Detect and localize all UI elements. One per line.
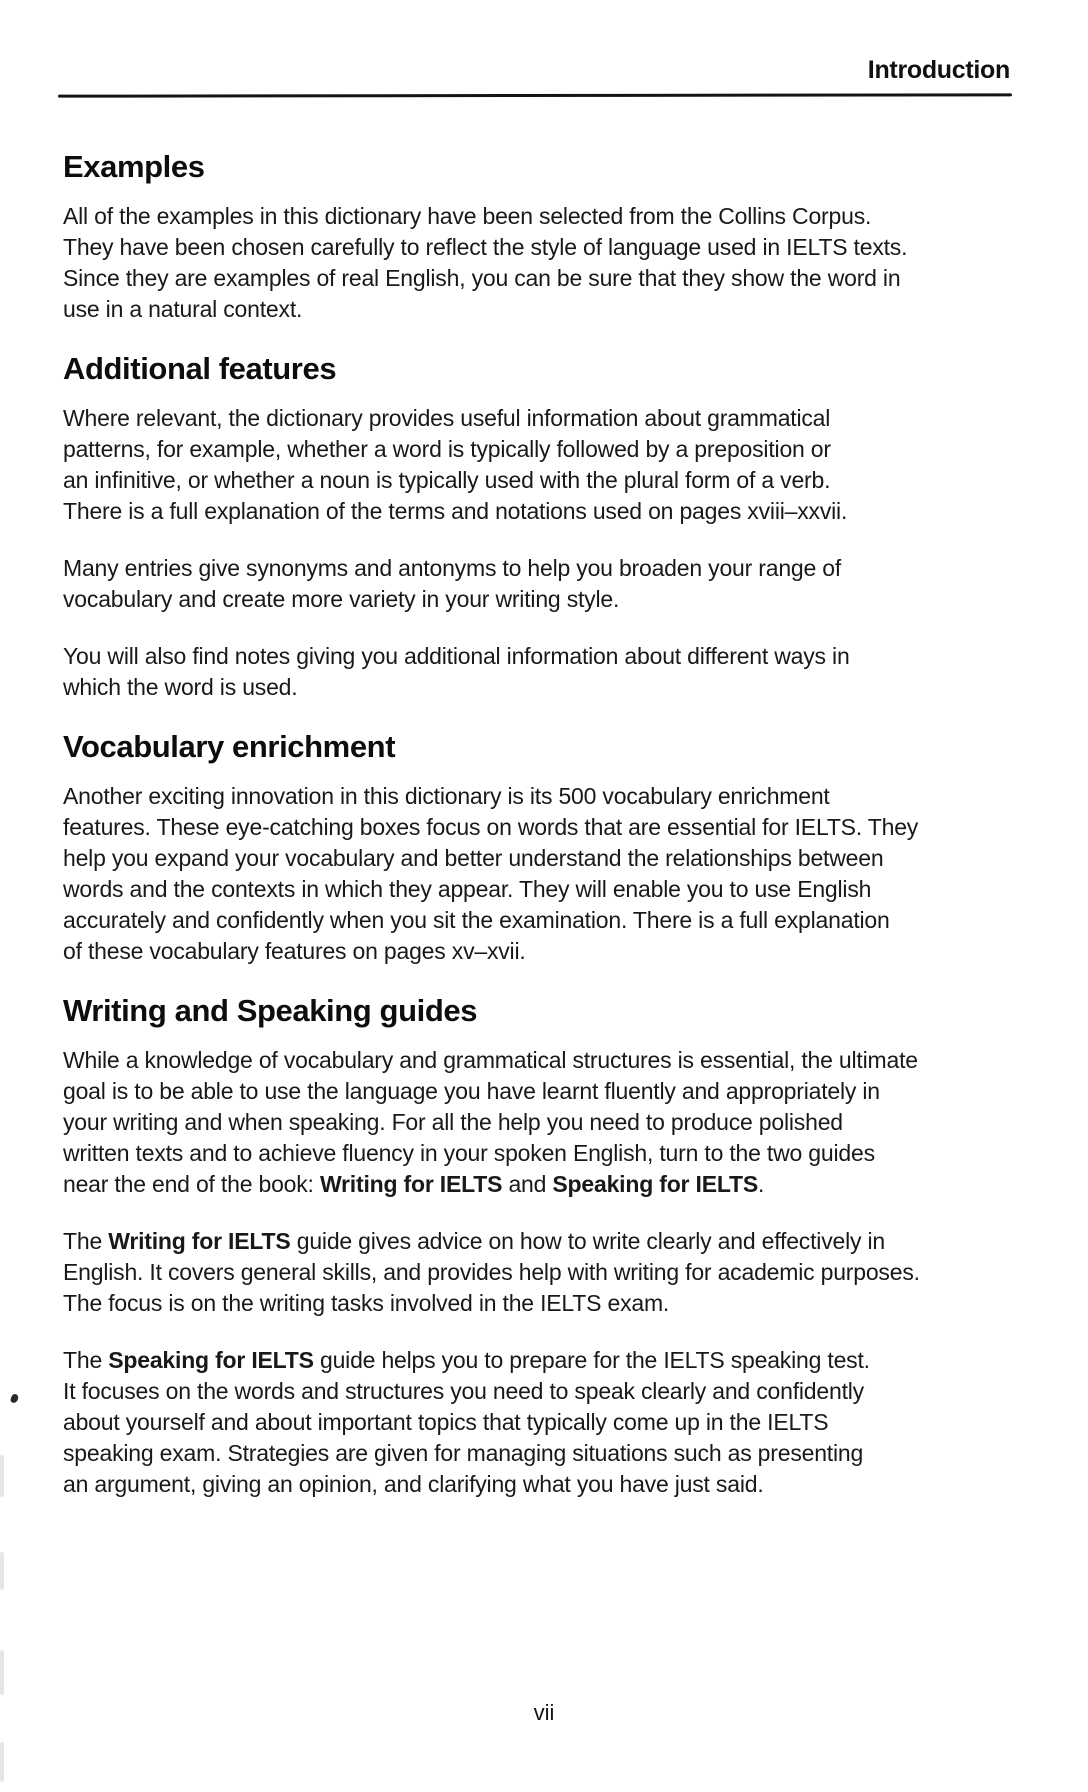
text-line: While a knowledge of vocabulary and grammatical structures is essential, the ultimate [63, 1047, 918, 1073]
text-line: patterns, for example, whether a word is typically followed by a preposition or [63, 436, 831, 462]
section-vocabulary-enrichment [63, 729, 1048, 967]
text-line: Many entries give synonyms and antonyms to help you broaden your range of [63, 555, 842, 581]
text-line: All of the examples in this dictionary have been selected from the Collins Corpus. [63, 203, 872, 229]
text-line: They have been chosen carefully to reflect the style of language used in IELTS texts. [63, 234, 908, 260]
text-line: written texts and to achieve fluency in your spoken English, turn to the two guides [63, 1140, 875, 1166]
section-heading-examples: Examples [63, 149, 205, 184]
scan-artifact-streak [0, 1650, 4, 1695]
text-line: goal is to be able to use the language you have learnt fluently and appropriately in [63, 1078, 880, 1104]
scan-artifact-streak [0, 1742, 4, 1782]
text-line: Another exciting innovation in this dictionary is its 500 vocabulary enrichment [63, 783, 830, 809]
running-head-title: Introduction [867, 56, 1010, 84]
paragraph [63, 553, 1048, 615]
text-line: speaking exam. Strategies are given for managing situations such as presenting [63, 1440, 864, 1466]
text-line: The Writing for IELTS guide gives advice on how to write clearly and effectively in [63, 1228, 885, 1254]
section-heading-writing-and-speaking-guides: Writing and Speaking guides [63, 993, 478, 1028]
scan-artifact-streak [0, 1552, 4, 1590]
paragraph [63, 641, 1048, 703]
text-line: There is a full explanation of the terms and notations used on pages xviii–xxvii. [63, 498, 848, 524]
header-rule [58, 93, 1012, 97]
section-writing-and-speaking-guides [63, 993, 1048, 1500]
text-line: The Speaking for IELTS guide helps you to prepare for the IELTS speaking test. [63, 1347, 870, 1373]
paragraph [63, 1045, 1048, 1200]
section-heading-additional-features: Additional features [63, 351, 337, 386]
section-examples [63, 149, 1048, 325]
text-line: your writing and when speaking. For all the help you need to produce polished [63, 1109, 843, 1135]
paragraph [63, 781, 1048, 967]
text-line: features. These eye-catching boxes focus on words that are essential for IELTS. They [63, 814, 919, 840]
text-line: which the word is used. [63, 674, 298, 700]
scan-artifact-streak [0, 1455, 4, 1497]
paragraph [63, 1226, 1048, 1319]
text-line: Where relevant, the dictionary provides useful information about grammatical [63, 405, 831, 431]
page-footer [0, 1700, 1088, 1726]
paragraph [63, 1345, 1048, 1500]
text-line: an argument, giving an opinion, and clarifying what you have just said. [63, 1471, 764, 1497]
text-line: words and the contexts in which they appear. They will enable you to use English [63, 876, 872, 902]
section-additional-features [63, 351, 1048, 703]
text-line: about yourself and about important topics that typically come up in the IELTS [63, 1409, 829, 1435]
text-line: It focuses on the words and structures you need to speak clearly and confidently [63, 1378, 864, 1404]
section-heading-vocabulary-enrichment: Vocabulary enrichment [63, 729, 396, 764]
text-line: near the end of the book: Writing for IELTS and Speaking for IELTS. [63, 1171, 765, 1197]
text-line: Since they are examples of real English, you can be sure that they show the word in [63, 265, 901, 291]
text-line: of these vocabulary features on pages xv–xvii. [63, 938, 526, 964]
text-line: The focus is on the writing tasks involved in the IELTS exam. [63, 1290, 670, 1316]
text-line: vocabulary and create more variety in your writing style. [63, 586, 620, 612]
text-line: use in a natural context. [63, 296, 303, 322]
text-line: English. It covers general skills, and provides help with writing for academic purposes. [63, 1259, 920, 1285]
text-line: You will also find notes giving you additional information about different ways in [63, 643, 850, 669]
paragraph [63, 403, 1048, 527]
text-line: help you expand your vocabulary and better understand the relationships between [63, 845, 884, 871]
page-header [0, 0, 1088, 85]
paragraph [63, 201, 1048, 325]
page-content [0, 149, 1088, 1500]
page-number: vii [533, 1700, 555, 1725]
text-line: accurately and confidently when you sit the examination. There is a full explanation [63, 907, 890, 933]
text-line: an infinitive, or whether a noun is typically used with the plural form of a verb. [63, 467, 831, 493]
